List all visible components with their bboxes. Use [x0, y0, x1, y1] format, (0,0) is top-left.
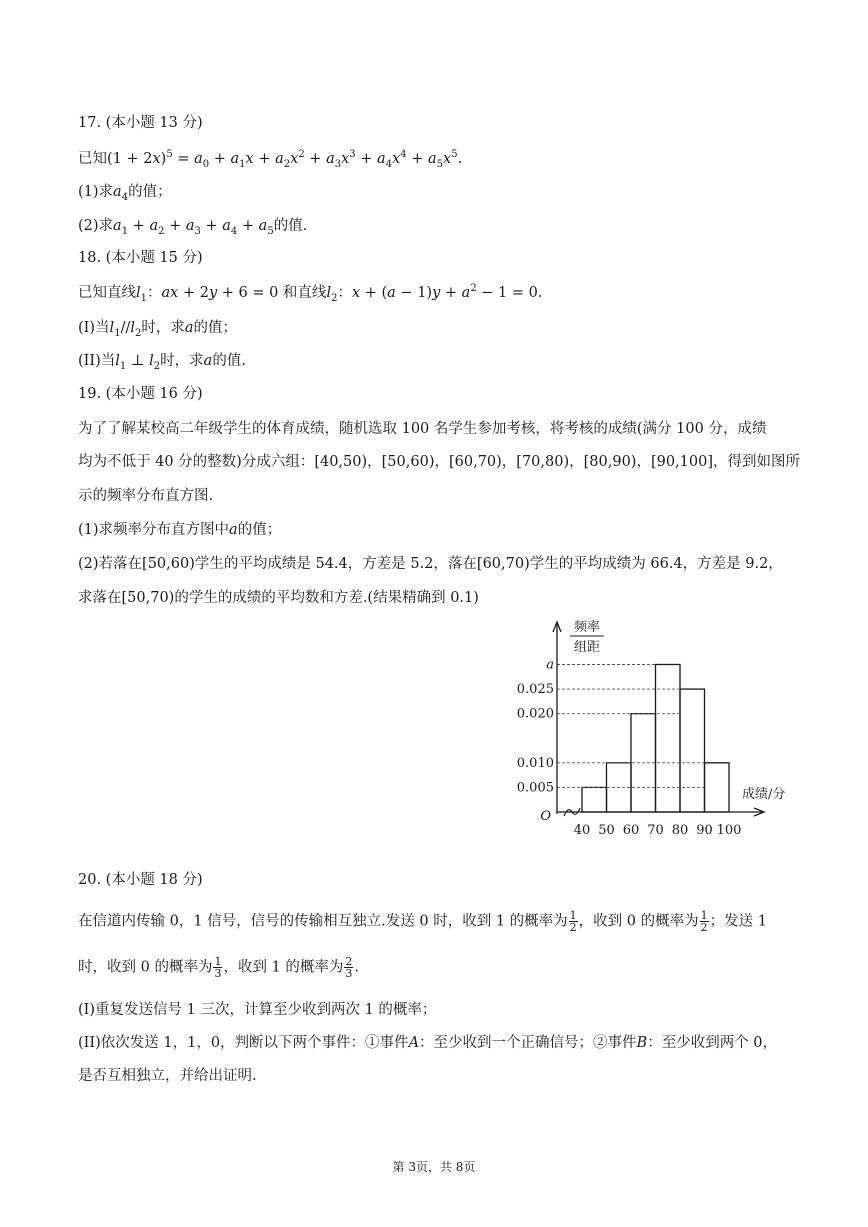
q17-expansion-formula: $(1 + 2x)^5 = a_0 + a_1x + a_2x^2 + a_3x^3 + a_4x^4 + a_5x^5$.	[107, 149, 463, 170]
fraction-one-third: $\frac{1}{3}$	[214, 955, 222, 980]
q18-part1: (I)当$l_1//l_2$时，求a的值；	[78, 320, 238, 339]
y-tick-label: 0.020	[516, 706, 554, 722]
y-axis-label-denominator: 组距	[573, 640, 601, 655]
frequency-histogram	[510, 612, 786, 842]
fraction-one-half: $\frac{1}{2}$	[700, 909, 708, 934]
q18-heading: 18. (本小题 15 分)	[78, 250, 203, 266]
q19-paragraph-line: 示的频率分布直方图.	[78, 488, 214, 504]
q19-heading: 19. (本小题 16 分)	[78, 386, 203, 402]
y-tick-label: 0.005	[516, 780, 554, 796]
q19-part2-line: 求落在[50,70)的学生的成绩的平均数和方差.(结果精确到 0.1)	[78, 590, 479, 606]
q19-paragraph-line: 均为不低于 40 分的整数)分成六组：[40,50)，[50,60)，[60,70)，[70,80)，[80,90)，[90,100]，得到如图所	[78, 454, 800, 470]
q17-heading: 17. (本小题 13 分)	[78, 115, 203, 131]
q20-part1: (I)重复发送信号 1 三次，计算至少收到两次 1 的概率；	[78, 1002, 437, 1018]
q20-heading: 20. (本小题 18 分)	[78, 872, 203, 888]
q17-part2: (2)求$a_1 + a_2 + a_3 + a_4 + a_5$的值.	[78, 218, 308, 237]
q17-part1: (1)求$a_4$的值；	[78, 184, 172, 203]
y-tick-label: 0.010	[516, 755, 554, 771]
histogram-bar	[582, 787, 607, 812]
x-tick-label: 50	[598, 823, 615, 838]
y-axis-label-numerator: 频率	[573, 620, 601, 635]
q19-paragraph-line: 为了了解某校高二年级学生的体育成绩，随机选取 100 名学生参加考核，将考核的成绩(满分 100 分，成绩	[78, 421, 767, 437]
fraction-two-thirds: $\frac{2}{3}$	[345, 955, 353, 980]
q19-part2-line: (2)若落在[50,60)学生的平均成绩是 54.4，方差是 5.2，落在[60,70)学生的平均成绩为 66.4，方差是 9.2，	[78, 556, 783, 572]
fraction-one-half: $\frac{1}{2}$	[569, 909, 577, 934]
x-tick-label: 100	[716, 823, 742, 838]
y-tick-label: 0.025	[516, 682, 554, 698]
q20-statement-line: 时，收到 0 的概率为 $\frac{1}{3}$ ，收到 1 的概率为 $\frac{2}{3}$ .	[78, 955, 360, 980]
q20-statement-line: 在信道内传输 0，1 信号，信号的传输相互独立.发送 0 时，收到 1 的概率为 $\frac{1}{2}$ ，收到 0 的概率为 $\frac{1}{2}$ ；发送 1	[78, 909, 767, 934]
x-tick-label: 70	[647, 823, 664, 838]
axis-break-mark	[564, 808, 580, 816]
q20-part2-line: (II)依次发送 1，1，0，判断以下两个事件：①事件A：至少收到一个正确信号；②事件B：至少收到两个 0，	[78, 1035, 778, 1051]
histogram-bar	[705, 763, 730, 812]
x-tick-label: 60	[622, 823, 640, 838]
histogram-bar	[656, 664, 681, 812]
histogram-bar	[680, 689, 705, 812]
q18-statement: 已知直线$l_1$：ax + 2y + 6 = 0 和直线$l_2$：$x + (a - 1)y + a^2 - 1 = 0$.	[78, 283, 543, 304]
page-footer: 第 3页，共 8页	[392, 1160, 476, 1174]
x-tick-label: 40	[573, 823, 591, 838]
q18-part2: (II)当$l_1$ ⊥ $l_2$时，求a的值.	[78, 353, 246, 372]
q17-statement: 已知$(1 + 2x)^5 = a_0 + a_1x + a_2x^2 + a_3x^3 + a_4x^4 + a_5x^5$.	[78, 149, 463, 170]
x-axis-label: 成绩/分	[742, 787, 786, 802]
q19-part1: (1)求频率分布直方图中a的值；	[78, 522, 282, 538]
origin-label: O	[540, 809, 551, 824]
x-tick-label: 80	[671, 823, 689, 838]
q20-part2-line: 是否互相独立，并给出证明.	[78, 1068, 257, 1084]
x-tick-label: 90	[696, 823, 713, 838]
y-tick-label: a	[546, 657, 554, 673]
